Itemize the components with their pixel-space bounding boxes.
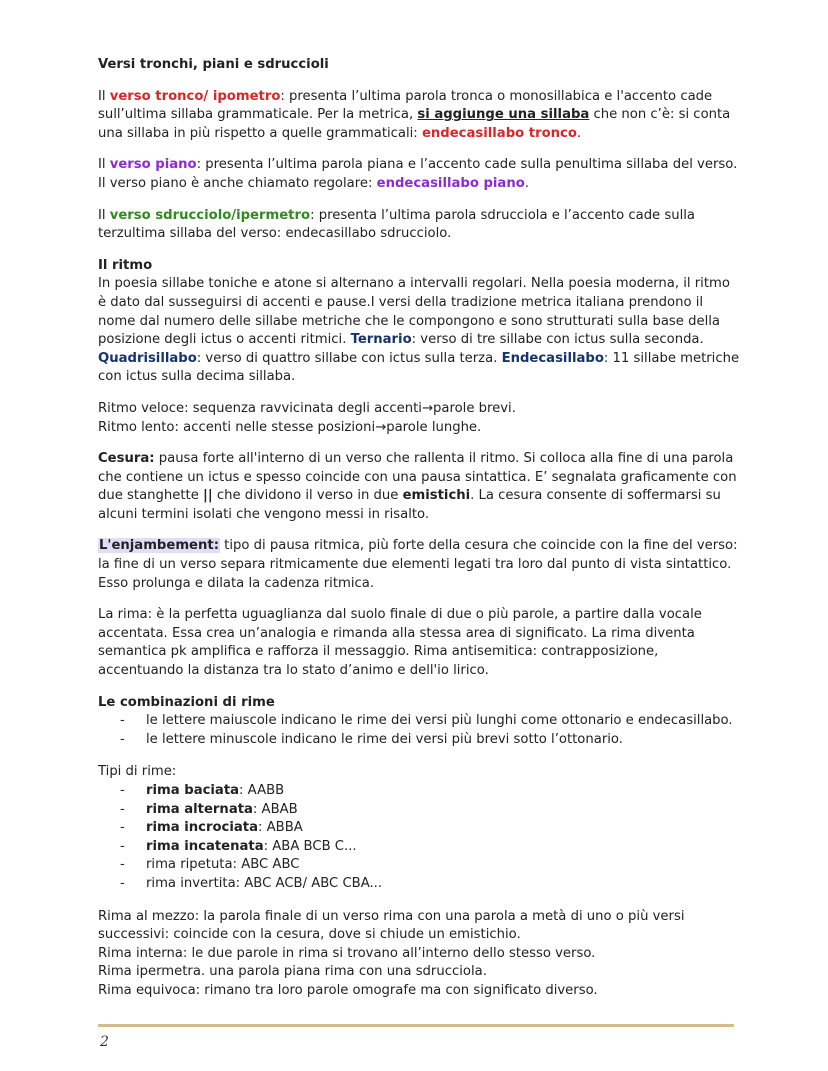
paragraph-verso-tronco: Il verso tronco/ ipometro: presenta l’ultima parola tronca o monosillabica e l'accento cade sull’ultima sillaba grammaticale. Per la metrica, si aggiunge una sillaba che non c’è: si conta una sillaba in più rispetto a quelle grammaticali: endecasillabo tronco. [98,88,731,141]
tipi-rime-list [98,782,742,894]
list-item: - le lettere maiuscole indicano le rime dei versi più lunghi come ottonario e endecasillabo. [120,712,742,731]
list-item: - rima incrociata: ABBA [120,819,742,838]
term-verso-tronco: verso tronco/ ipometro [109,88,281,104]
heading-combinazioni: Le combinazioni di rime [98,694,275,710]
term-emistichi: emistichi [402,488,471,504]
list-item: - rima incatenata: ABA BCB C... [120,838,742,857]
example-endecasillabo-piano: endecasillabo piano [376,175,525,191]
ritmo-lento: Ritmo lento: accenti nelle stesse posizioni→parole lunghe. [98,419,482,435]
example-endecasillabo-tronco: endecasillabo tronco [421,125,577,141]
page-number: 2 [100,1034,109,1050]
rima-equivoca: Rima equivoca: rimano tra loro parole omografe ma con significato diverso. [98,982,598,998]
heading-tipi-rime: Tipi di rime: [98,764,177,780]
rima-ipermetra: Rima ipermetra. una parola piana rima con una sdrucciola. [98,964,487,980]
list-item: - rima alternata: ABAB [120,801,742,820]
list-item: - rima invertita: ABC ACB/ ABC CBA... [120,875,742,894]
term-endecasillabo: Endecasillabo [501,350,604,366]
paragraph-ritmo: In poesia sillabe toniche e atone si alternano a intervalli regolari. Nella poesia moderna, il ritmo è dato dal susseguirsi di accenti e pause.I versi della tradizione metrica italiana prendono il nome dal numero delle sillabe metriche che le compongono e sono strutturati sulla base della posizione degli ictus o accenti ritmici. Ternario: verso di tre sillabe con ictus sulla seconda. Quadrisillabo: verso di quattro sillabe con ictus sulla terza. Endecasillabo: 11 sillabe metriche con ictus sulla decima sillaba. [98,276,740,385]
ritmo-veloce: Ritmo veloce: sequenza ravvicinata degli accenti→parole brevi. [98,400,516,416]
paragraph-enjambement: L'enjambement: tipo di pausa ritmica, più forte della cesura che coincide con la fine del verso: la fine di un verso separa ritmicamente due elementi legati tra loro dal punto di vista sintattico. Esso prolunga e dilata la cadenza ritmica. [98,538,738,591]
term-verso-sdrucciolo: verso sdrucciolo/ipermetro [109,207,311,223]
term-quadrisillabo: Quadrisillabo [98,350,197,366]
emphasis-text: si aggiunge una sillaba [417,107,590,123]
rima-interna: Rima interna: le due parole in rima si trovano all’interno dello stesso verso. [98,945,596,961]
term-cesura: Cesura: [98,451,155,467]
document-page [98,56,742,1001]
term-verso-piano: verso piano [109,157,197,173]
term-enjambement: L'enjambement: [99,538,219,554]
rima-al-mezzo: Rima al mezzo: la parola finale di un verso rima con una parola a metà di uno o più versi successivi: coincide con la cesura, dove si chiude un emistichio. [98,908,685,943]
combinazioni-list [98,712,742,749]
heading-ritmo: Il ritmo [98,257,153,273]
paragraph-rima: La rima: è la perfetta uguaglianza dal suolo finale di due o più parole, a partire dalla vocale accentata. Essa crea un’analogia e rimanda alla stessa area di significato. La rima diventa semantica pk amplifica e rafforza il messaggio. Rima antisemitica: contrapposizione, accentuando la distanza tra lo stato d’animo e dell'io lirico. [98,607,702,679]
cesura-bars: || [203,488,213,504]
term-ternario: Ternario [350,332,412,348]
list-item: - rima baciata: AABB [120,782,742,801]
list-item: - rima ripetuta: ABC ABC [120,856,742,875]
paragraph-verso-sdrucciolo: Il verso sdrucciolo/ipermetro: presenta l’ultima parola sdrucciola e l’accento cade sulla terzultima sillaba del verso: endecasillabo sdrucciolo. [98,207,696,242]
list-item: - le lettere minuscole indicano le rime dei versi più brevi sotto l’ottonario. [120,731,742,750]
footer-divider [98,1024,734,1027]
page-title: Versi tronchi, piani e sdruccioli [98,57,329,72]
paragraph-cesura: Cesura: pausa forte all'interno di un verso che rallenta il ritmo. Si colloca alla fine di una parola che contiene un ictus e spesso coincide con una pausa sintattica. E’ segnalata graficamente con due stanghette || che dividono il verso in due emistichi. La cesura consente di soffermarsi su alcuni termini isolati che vengono messi in risalto. [98,451,737,522]
paragraph-verso-piano: Il verso piano: presenta l’ultima parola piana e l’accento cade sulla penultima sillaba del verso. Il verso piano è anche chiamato regolare: endecasillabo piano. [98,157,738,191]
